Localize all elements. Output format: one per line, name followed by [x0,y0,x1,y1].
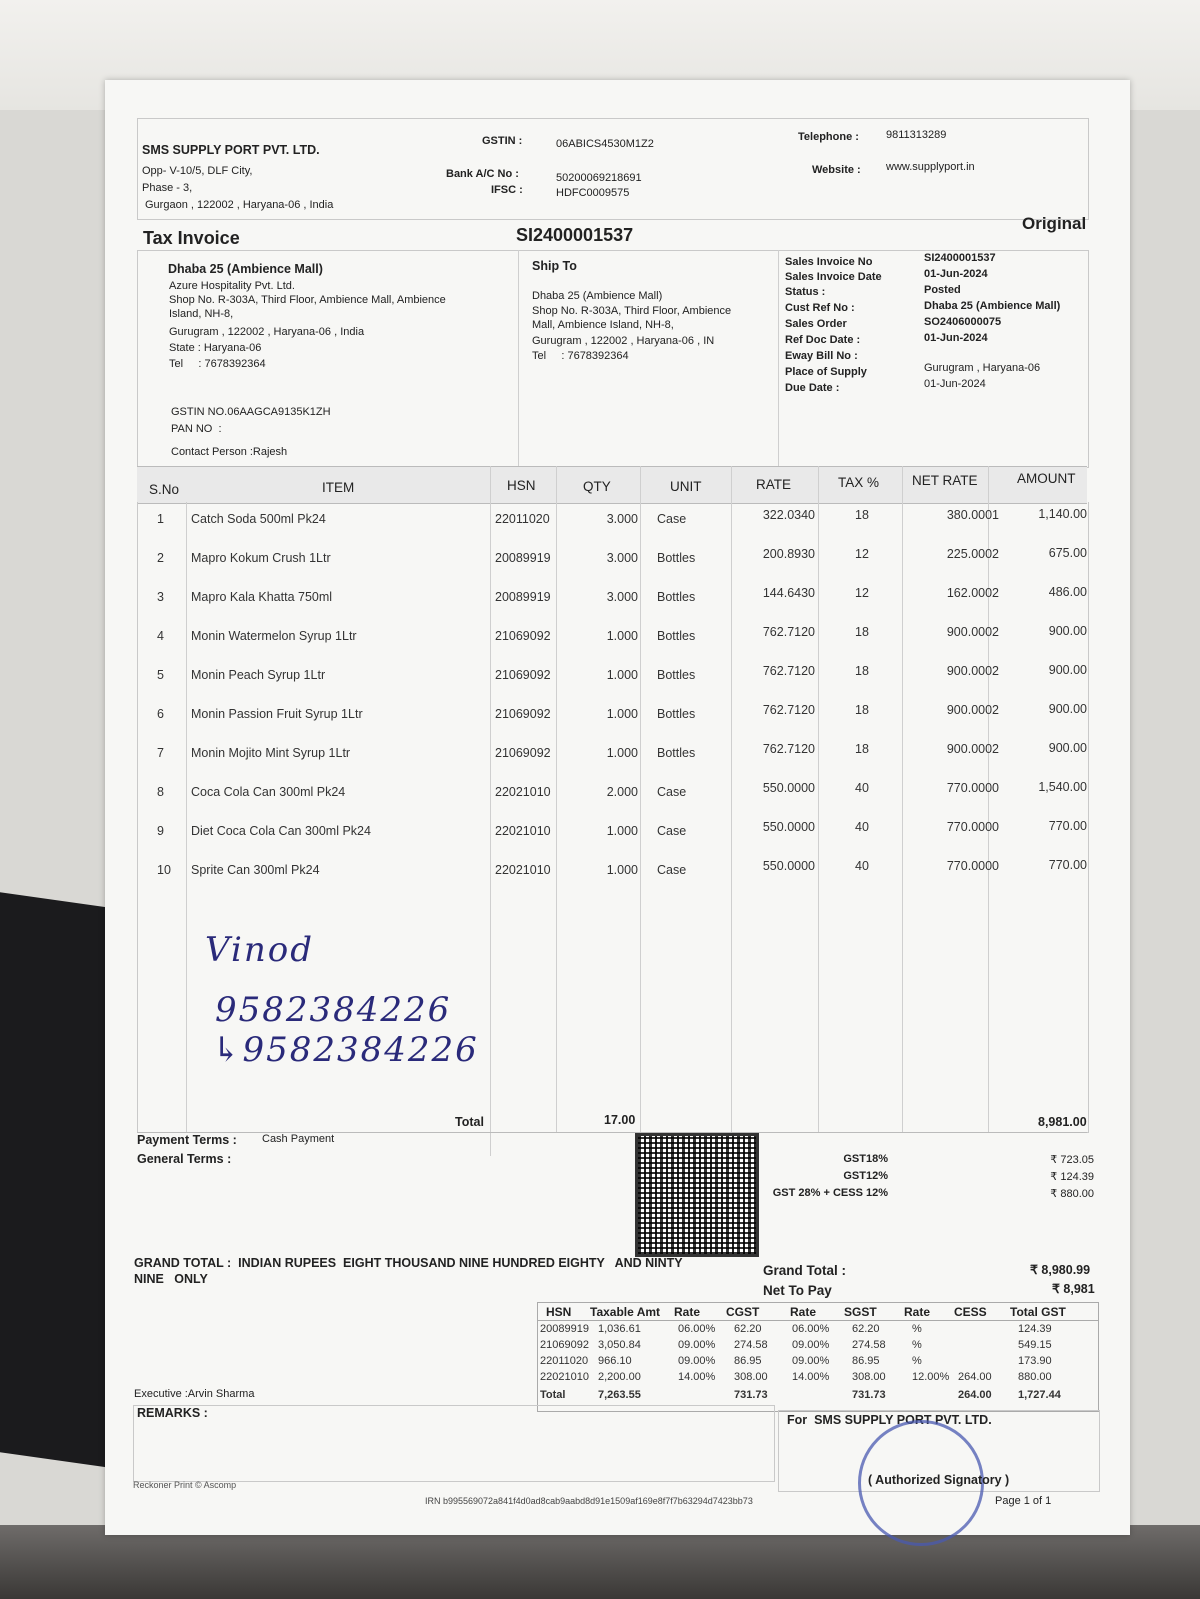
gst-breakup-table [537,1302,1099,1412]
tax-summary-label: GST18% [843,1153,888,1165]
col-header: AMOUNT [1017,471,1076,486]
company-name: SMS SUPPLY PORT PVT. LTD. [142,143,320,157]
table-cell: 900.00 [1048,741,1087,755]
table-cell: 770.0000 [946,820,999,834]
table-cell: 3.000 [606,512,638,526]
divider [538,1320,1098,1321]
for-company: For SMS SUPPLY PORT PVT. LTD. [787,1413,992,1427]
gstin-value: 06ABICS4530M1Z2 [556,138,654,150]
table-cell: Bottles [657,668,696,682]
table-cell: 3.000 [606,551,638,565]
table-row [137,742,1087,780]
table-row [137,703,1087,741]
table-cell: 12 [855,547,869,561]
table-cell: 21069092 [495,668,551,682]
meta-key: Ref Doc Date : [785,334,861,346]
bill-to-line: Gurugram , 122002 , Haryana-06 , India [169,326,365,338]
gst-cell: 1,036.61 [598,1323,641,1335]
table-cell: 10 [157,863,171,877]
tax-summary-label: GST 28% + CESS 12% [772,1187,888,1199]
tax-summary-value: ₹ 723.05 [1050,1154,1094,1166]
meta-key: Place of Supply [785,366,867,378]
table-cell: Bottles [657,746,696,760]
bill-to-name: Dhaba 25 (Ambience Mall) [168,262,323,276]
gst-cell: 09.00% [792,1355,830,1367]
table-cell: Bottles [657,590,696,604]
table-cell: 380.0001 [946,508,999,522]
total-qty: 17.00 [604,1113,636,1127]
gst-cell: 12.00% [912,1371,950,1383]
grand-total-words-2: NINE ONLY [134,1272,208,1286]
table-cell: 1.000 [606,668,638,682]
table-cell: 1.000 [606,824,638,838]
bill-to-line: Tel : 7678392364 [169,358,266,370]
gst-cell: % [912,1323,922,1335]
gst-cell: % [912,1355,922,1367]
table-cell: 20089919 [495,590,551,604]
meta-key: Sales Invoice No [785,256,873,268]
table-cell: 7 [157,746,164,760]
general-terms-label: General Terms : [137,1152,232,1166]
page-number: Page 1 of 1 [995,1495,1052,1507]
table-cell: 1.000 [606,863,638,877]
table-cell: Monin Passion Fruit Syrup 1Ltr [191,707,363,721]
table-cell: 18 [855,664,869,678]
table-cell: Monin Peach Syrup 1Ltr [191,668,326,682]
table-cell: Diet Coca Cola Can 300ml Pk24 [191,824,371,838]
ship-to-line: Dhaba 25 (Ambience Mall) [532,290,663,302]
table-cell: 900.0002 [946,703,999,717]
table-cell: 3 [157,590,164,604]
handwritten-phone: 9582384226 [215,990,452,1030]
table-cell: Case [657,863,687,877]
ship-to-line: Shop No. R-303A, Third Floor, Ambience [532,305,732,317]
table-cell: 550.0000 [762,781,815,795]
gst-cell: 06.00% [678,1323,716,1335]
gst-cell: 880.00 [1018,1371,1052,1383]
telephone-label: Telephone : [798,131,859,143]
meta-value: SI2400001537 [924,252,996,264]
table-cell: 8 [157,785,164,799]
table-cell: Sprite Can 300ml Pk24 [191,863,320,877]
gst-cell: 274.58 [734,1339,768,1351]
tax-summary-label: GST12% [843,1170,888,1182]
bill-to-line: Shop No. R-303A, Third Floor, Ambience Mall, Ambience [169,294,446,306]
table-cell: Coca Cola Can 300ml Pk24 [191,785,346,799]
meta-value: SO2406000075 [924,316,1002,328]
table-cell: 762.7120 [762,625,815,639]
table-row [137,586,1087,624]
meta-value: 01-Jun-2024 [924,332,988,344]
tax-summary-value: ₹ 124.39 [1050,1171,1094,1183]
gst-cell: 62.20 [734,1323,762,1335]
website-label: Website : [812,164,861,176]
background-bottom [0,1525,1200,1599]
table-cell: 1.000 [606,629,638,643]
gst-cell: Total [540,1389,566,1401]
total-label: Total [455,1115,484,1129]
remarks-label: REMARKS : [137,1406,208,1420]
gst-cell: % [912,1339,922,1351]
table-cell: Case [657,785,687,799]
table-cell: 550.0000 [762,859,815,873]
table-cell: 486.00 [1048,585,1087,599]
total-amount: 8,981.00 [1038,1115,1087,1129]
table-cell: 21069092 [495,707,551,721]
handwritten-name: Vinod [205,930,314,970]
gst-cell: 731.73 [852,1389,886,1401]
col-header: TAX % [838,475,880,490]
qr-code [635,1133,759,1257]
gst-cell: 264.00 [958,1389,992,1401]
copy-label: Original [1022,214,1087,233]
table-cell: 18 [855,703,869,717]
meta-key: Eway Bill No : [785,350,858,362]
table-cell: Bottles [657,551,696,565]
table-row [137,508,1087,546]
table-cell: Case [657,824,687,838]
table-cell: Monin Mojito Mint Syrup 1Ltr [191,746,351,760]
table-cell: 225.0002 [946,547,999,561]
col-header: NET RATE [912,473,978,488]
table-cell: 550.0000 [762,820,815,834]
invoice-number: SI2400001537 [516,225,634,245]
table-cell: 3.000 [606,590,638,604]
col-header: QTY [583,479,611,494]
table-row [137,820,1087,858]
table-cell: Case [657,512,687,526]
executive: Executive :Arvin Sharma [134,1388,255,1400]
table-cell: 762.7120 [762,742,815,756]
meta-key: Sales Order [785,318,847,330]
ship-to-line: Gurugram , 122002 , Haryana-06 , IN [532,335,715,347]
table-cell: 9 [157,824,164,838]
ship-to-line: Mall, Ambience Island, NH-8, [532,319,674,331]
table-cell: Mapro Kala Khatta 750ml [191,590,333,604]
company-address-2: Phase - 3, [142,182,193,194]
table-cell: 40 [855,859,869,873]
bill-to-contact: Contact Person :Rajesh [171,446,288,458]
gst-col-header: CESS [954,1305,987,1319]
gst-col-header: Rate [674,1305,701,1319]
col-header: ITEM [322,480,355,495]
bill-to-gstin: GSTIN NO.06AAGCA9135K1ZH [171,406,331,418]
divider [778,250,779,466]
gst-cell: 2,200.00 [598,1371,641,1383]
gst-col-header: Taxable Amt [590,1305,661,1319]
table-cell: 770.0000 [946,781,999,795]
net-to-pay-label: Net To Pay [763,1283,832,1298]
gst-cell: 14.00% [678,1371,716,1383]
ifsc-value: HDFC0009575 [556,187,630,199]
table-row [137,547,1087,585]
gst-cell: 264.00 [958,1371,992,1383]
gst-cell: 173.90 [1018,1355,1052,1367]
meta-value: Gurugram , Haryana-06 [924,362,1041,374]
bill-to-line: State : Haryana-06 [169,342,262,354]
table-cell: 900.0002 [946,664,999,678]
bank-label: Bank A/C No : [446,168,519,180]
net-to-pay-value: ₹ 8,981 [1052,1282,1095,1296]
table-cell: 22021010 [495,824,551,838]
table-cell: 6 [157,707,164,721]
gst-cell: 731.73 [734,1389,768,1401]
divider [518,250,519,466]
gst-cell: 86.95 [734,1355,762,1367]
table-cell: 1 [157,512,164,526]
table-cell: 900.0002 [946,625,999,639]
table-cell: 1.000 [606,746,638,760]
ifsc-label: IFSC : [491,184,523,196]
gst-cell: 06.00% [792,1323,830,1335]
irn: IRN b995569072a841f4d0ad8cab9aabd8d91e1509af169e8f7f7b63294d7423bb73 [425,1496,753,1506]
table-cell: 22021010 [495,785,551,799]
payment-terms-value: Cash Payment [262,1133,335,1145]
meta-value: Posted [924,284,961,296]
table-cell: 40 [855,820,869,834]
gst-cell: 22021010 [540,1371,589,1383]
table-cell: 900.00 [1048,624,1087,638]
bank-value: 50200069218691 [556,172,642,184]
gst-cell: 86.95 [852,1355,880,1367]
background-dark-edge [0,892,110,1467]
gst-cell: 124.39 [1018,1323,1052,1335]
ship-to-label: Ship To [532,259,577,273]
col-header: RATE [756,477,792,492]
meta-key: Cust Ref No : [785,302,855,314]
gst-cell: 09.00% [678,1355,716,1367]
handwritten-phone: ↳9582384226 [212,1030,479,1070]
table-cell: 900.0002 [946,742,999,756]
gst-col-header: HSN [546,1305,572,1319]
gst-cell: 62.20 [852,1323,880,1335]
table-cell: 770.0000 [946,859,999,873]
table-cell: 5 [157,668,164,682]
table-row [137,664,1087,702]
bill-to-line: Island, NH-8, [169,308,234,320]
table-cell: Mapro Kokum Crush 1Ltr [191,551,331,565]
table-cell: 18 [855,508,869,522]
remarks-box [133,1405,775,1482]
meta-key: Sales Invoice Date [785,271,882,283]
gst-col-header: Rate [790,1305,817,1319]
table-cell: 322.0340 [762,508,815,522]
gst-cell: 966.10 [598,1355,632,1367]
table-row [137,859,1087,897]
gst-cell: 3,050.84 [598,1339,641,1351]
table-cell: 1,540.00 [1038,780,1087,794]
table-cell: 1.000 [606,707,638,721]
table-cell: 1,140.00 [1038,507,1087,521]
table-cell: 162.0002 [946,586,999,600]
col-header: HSN [507,478,536,493]
gst-cell: 1,727.44 [1018,1389,1061,1401]
gst-cell: 21069092 [540,1339,589,1351]
printed-by: Reckoner Print © Ascomp [133,1480,237,1490]
table-cell: 2 [157,551,164,565]
website-value: www.supplyport.in [886,161,975,173]
table-cell: 2.000 [606,785,638,799]
table-cell: 762.7120 [762,703,815,717]
meta-key: Due Date : [785,382,840,394]
table-cell: Bottles [657,629,696,643]
document-title: Tax Invoice [143,228,240,248]
table-cell: 4 [157,629,164,643]
gst-col-header: Rate [904,1305,931,1319]
gst-cell: 308.00 [734,1371,768,1383]
table-cell: 40 [855,781,869,795]
table-row [137,625,1087,663]
table-cell: 770.00 [1048,858,1087,872]
table-cell: 18 [855,742,869,756]
table-cell: 18 [855,625,869,639]
bill-to-pan: PAN NO : [171,423,222,435]
payment-terms-label: Payment Terms : [137,1133,237,1147]
telephone-value: 9811313289 [886,129,947,141]
table-cell: 21069092 [495,629,551,643]
col-header: S.No [149,482,180,497]
table-cell: Catch Soda 500ml Pk24 [191,512,326,526]
gst-cell: 09.00% [792,1339,830,1351]
grand-total-label: Grand Total : [763,1263,846,1278]
grand-total-value: ₹ 8,980.99 [1030,1263,1091,1277]
table-cell: 20089919 [495,551,551,565]
gst-col-header: Total GST [1010,1305,1066,1319]
table-cell: Monin Watermelon Syrup 1Ltr [191,629,357,643]
table-cell: 21069092 [495,746,551,760]
tax-summary-value: ₹ 880.00 [1050,1188,1094,1200]
table-cell: 12 [855,586,869,600]
table-cell: 22011020 [495,512,550,526]
gst-cell: 09.00% [678,1339,716,1351]
table-cell: 900.00 [1048,663,1087,677]
col-header: UNIT [670,479,702,494]
bill-to-line: Azure Hospitality Pvt. Ltd. [169,280,295,292]
gst-cell: 14.00% [792,1371,830,1383]
company-address-3: Gurgaon , 122002 , Haryana-06 , India [145,199,334,211]
items-table-header [137,466,1087,504]
gst-col-header: CGST [726,1305,760,1319]
meta-key: Status : [785,286,826,298]
meta-value: 01-Jun-2024 [924,268,988,280]
gst-cell: 308.00 [852,1371,886,1383]
gst-cell: 7,263.55 [598,1389,641,1401]
table-cell: 762.7120 [762,664,815,678]
gst-col-header: SGST [844,1305,877,1319]
gst-cell: 274.58 [852,1339,886,1351]
table-cell: 22021010 [495,863,551,877]
meta-value: 01-Jun-2024 [924,378,986,390]
gst-cell: 549.15 [1018,1339,1052,1351]
meta-value: Dhaba 25 (Ambience Mall) [924,300,1061,312]
gst-cell: 22011020 [540,1355,589,1367]
authorized-signatory: ( Authorized Signatory ) [868,1473,1010,1487]
table-cell: 770.00 [1048,819,1087,833]
table-cell: 144.6430 [762,586,815,600]
gstin-label: GSTIN : [482,135,523,147]
table-row [137,781,1087,819]
table-cell: Bottles [657,707,696,721]
company-address-1: Opp- V-10/5, DLF City, [142,165,253,177]
table-cell: 900.00 [1048,702,1087,716]
ship-to-line: Tel : 7678392364 [532,350,629,362]
gst-cell: 20089919 [540,1323,589,1335]
table-cell: 200.8930 [762,547,815,561]
table-cell: 675.00 [1048,546,1087,560]
grand-total-words: GRAND TOTAL : INDIAN RUPEES EIGHT THOUSAND NINE HUNDRED EIGHTY AND NINTY [134,1256,683,1270]
